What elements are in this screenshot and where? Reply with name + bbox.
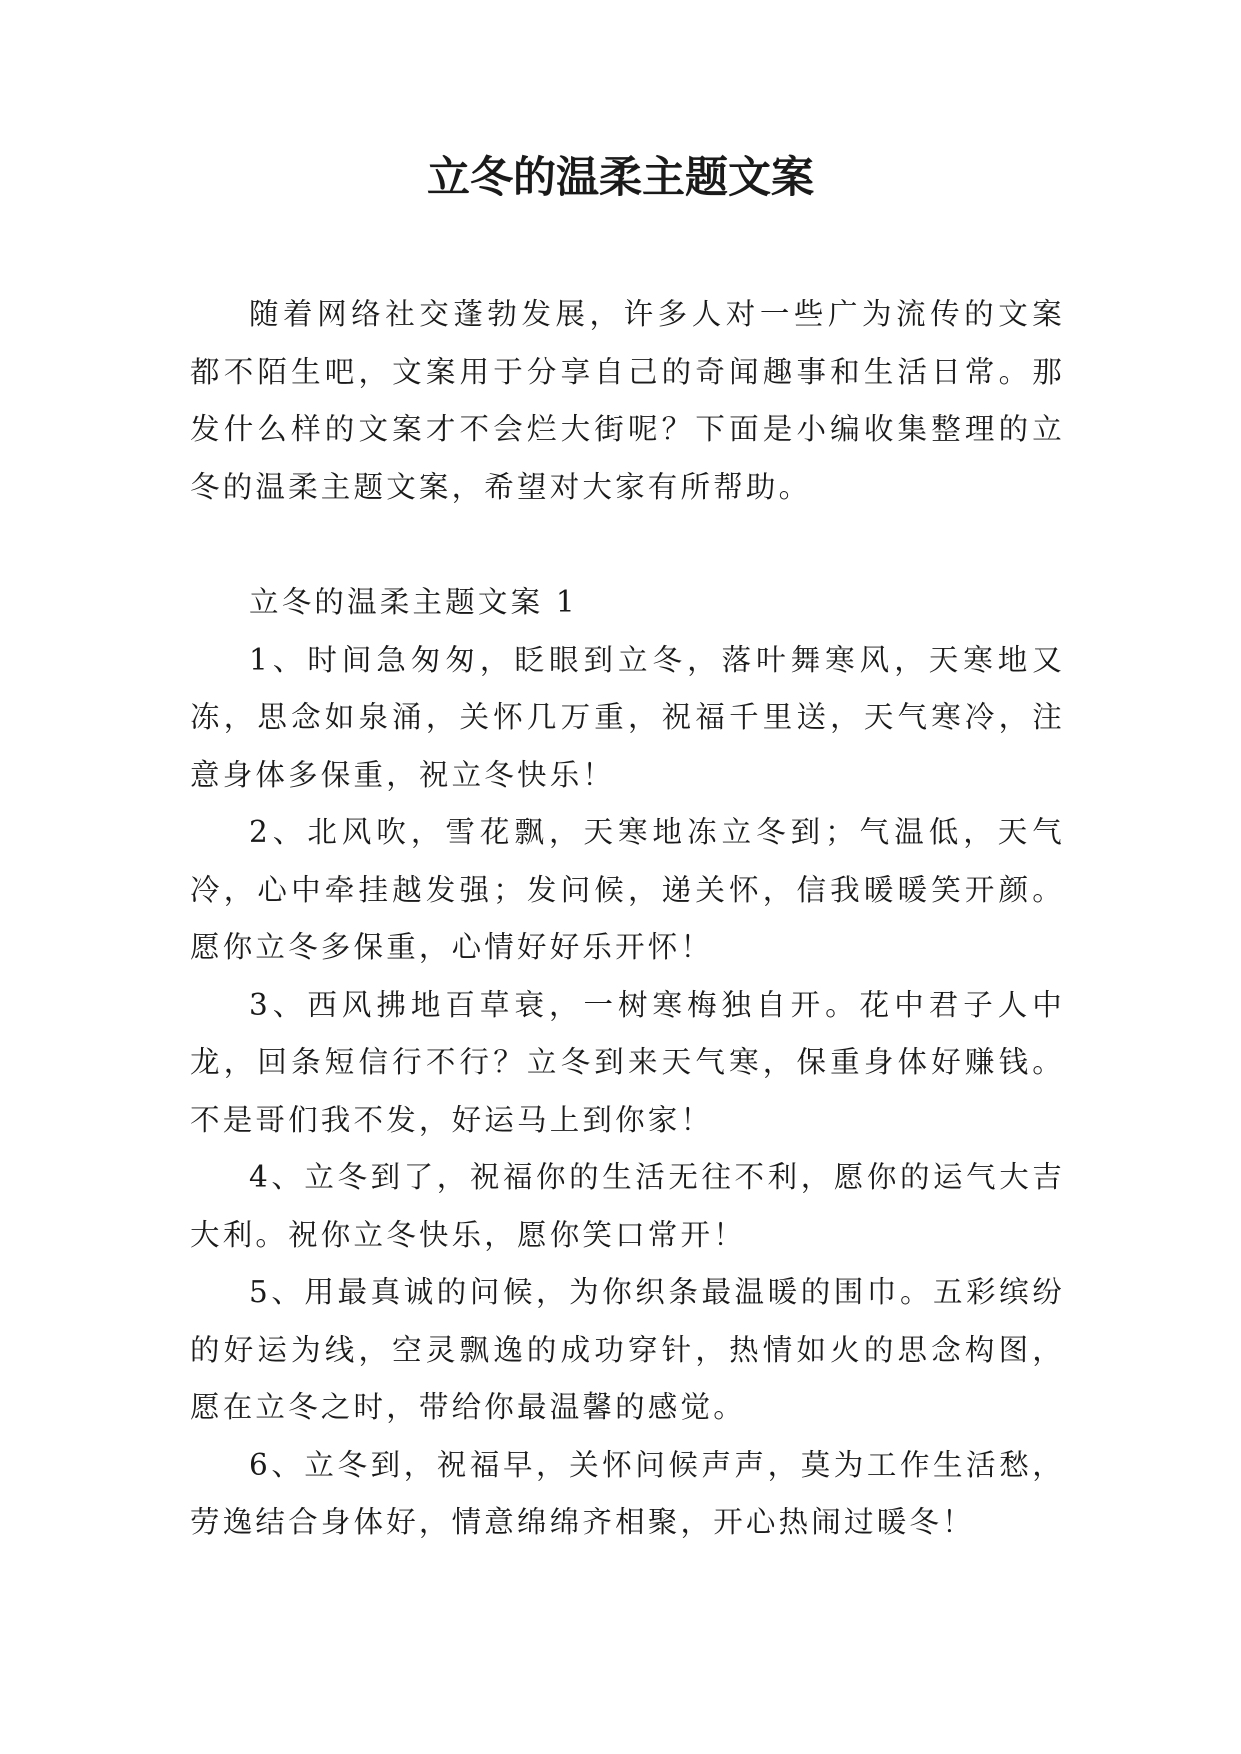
list-item: 2、北风吹，雪花飘，天寒地冻立冬到；气温低，天气冷，心中牵挂越发强；发问候，递关怀，信我暖暖笑开颜。愿你立冬多保重，心情好好乐开怀！: [190, 815, 1065, 964]
section-heading: 立冬的温柔主题文案 1: [249, 585, 578, 619]
list-item: 6、立冬到，祝福早，关怀问候声声，莫为工作生活愁，劳逸结合身体好，情意绵绵齐相聚，开心热闹过暖冬！: [190, 1447, 1065, 1539]
document-title: 立冬的温柔主题文案: [427, 153, 814, 203]
list-item: 5、用最真诚的问候，为你织条最温暖的围巾。五彩缤纷的好运为线，空灵飘逸的成功穿针，热情如火的思念构图，愿在立冬之时，带给你最温馨的感觉。: [190, 1275, 1065, 1424]
list-item: 1、时间急匆匆，眨眼到立冬，落叶舞寒风，天寒地又冻，思念如泉涌，关怀几万重，祝福千里送，天气寒冷，注意身体多保重，祝立冬快乐！: [190, 642, 1065, 792]
paragraph-gap: [190, 516, 1065, 574]
document-body: [190, 286, 1065, 1552]
list-item: 4、立冬到了，祝福你的生活无往不利，愿你的运气大吉大利。祝你立冬快乐，愿你笑口常开！: [190, 1160, 1065, 1252]
intro-paragraph: 随着网络社交蓬勃发展，许多人对一些广为流传的文案都不陌生吧，文案用于分享自己的奇闻趣事和生活日常。那发什么样的文案才不会烂大街呢？下面是小编收集整理的立冬的温柔主题文案，希望对大家有所帮助。: [190, 297, 1065, 504]
list-item: 3、西风拂地百草衰，一树寒梅独自开。花中君子人中龙，回条短信行不行？立冬到来天气寒，保重身体好赚钱。不是哥们我不发，好运马上到你家！: [190, 987, 1065, 1137]
